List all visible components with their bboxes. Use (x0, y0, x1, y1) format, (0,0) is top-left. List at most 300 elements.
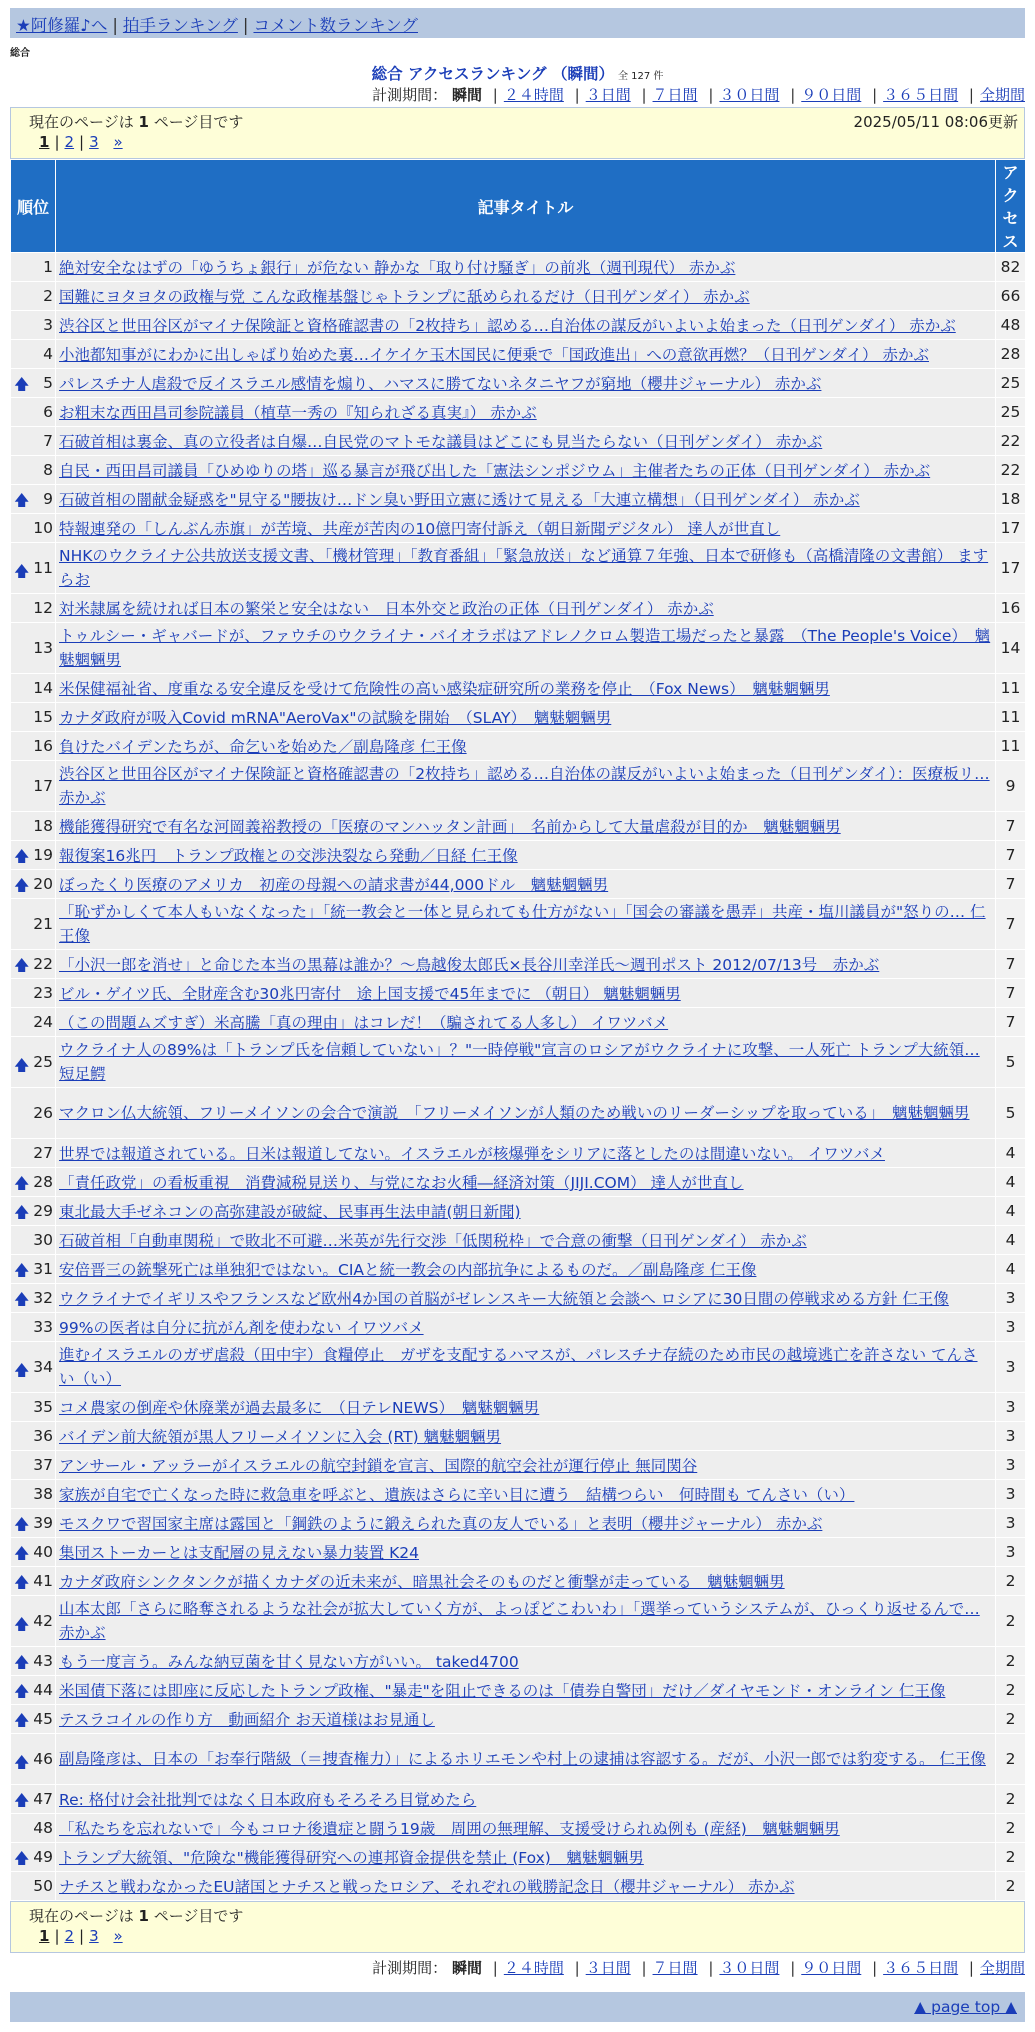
rank-cell (11, 311, 56, 340)
title-cell (56, 899, 996, 950)
table-row (11, 1676, 1026, 1705)
table-row (11, 1393, 1026, 1422)
footer-bar (10, 1992, 1025, 2022)
title-cell (56, 1596, 996, 1647)
table-row (11, 870, 1026, 899)
access-count: 11 (996, 703, 1026, 732)
rank-number: 31 (33, 1260, 53, 1278)
article-title-link[interactable]: 絶対安全なはずの「ゆうちょ銀行」が危ない 静かな「取り付け騒ぎ」の前兆（週刊現代） 赤かぶ (59, 259, 736, 277)
rank-number: 18 (33, 817, 53, 835)
rank-up-arrow-icon: 🡅 (14, 1791, 30, 1809)
access-count: 11 (996, 674, 1026, 703)
access-count: 22 (996, 456, 1026, 485)
article-title-link[interactable]: 集団ストーカーとは支配層の見えない暴力装置 K24 (59, 1544, 420, 1562)
page-link-2[interactable]: 2 (64, 1927, 75, 1945)
title-cell (56, 1814, 996, 1843)
article-title-link[interactable]: 進むイスラエルのガザ虐殺（田中宇）食糧停止 ガザを支配するハマスが、パレスチナ存続のため市民の越境逃亡を許さない てんさい（い） (59, 1346, 978, 1388)
title-cell (56, 485, 996, 514)
table-row (11, 427, 1026, 456)
access-count: 2 (996, 1734, 1026, 1785)
period-link-7d[interactable]: ７日間 (652, 1959, 698, 1977)
ranking-title-line (0, 62, 1035, 84)
period-link-3d[interactable]: ３日間 (585, 1959, 631, 1977)
article-title-link[interactable]: 「小沢一郎を消せ」と命じた本当の黒幕は誰か？～鳥越俊太郎氏×長谷川幸洋氏～週刊ポスト 2012/07/13号 赤かぶ (59, 956, 880, 974)
rank-number: 39 (33, 1514, 53, 1532)
section-label: 総合 (10, 48, 30, 59)
article-title-link[interactable]: 渋谷区と世田谷区がマイナ保険証と資格確認書の「2枚持ち」認める…自治体の謀反がいよいよ始まった（日刊ゲンダイ） 赤かぶ (59, 317, 956, 335)
rank-cell (11, 1567, 56, 1596)
title-cell (56, 253, 996, 282)
rank-cell (11, 253, 56, 282)
article-title-link[interactable]: 「私たちを忘れないで」今もコロナ後遺症と闘う19歳 周囲の無理解、支援受けられぬ例も (産経) 魑魅魍魎男 (59, 1820, 840, 1838)
title-cell (56, 1284, 996, 1313)
access-count: 25 (996, 369, 1026, 398)
rank-number: 4 (43, 345, 53, 363)
access-count: 11 (996, 732, 1026, 761)
access-count: 4 (996, 1226, 1026, 1255)
article-title-link[interactable]: お粗末な西田昌司参院議員（植草一秀の『知られざる真実』） 赤かぶ (59, 404, 537, 422)
rank-number: 46 (33, 1750, 53, 1768)
table-row (11, 1139, 1026, 1168)
page-link-3[interactable]: 3 (89, 133, 99, 151)
article-title-link[interactable]: ぼったくり医療のアメリカ 初産の母親への請求書が44,000ドル 魑魅魍魎男 (59, 876, 609, 894)
rank-number: 50 (33, 1877, 53, 1895)
rank-number: 42 (33, 1612, 53, 1630)
rank-number: 34 (33, 1358, 53, 1376)
rank-number: 9 (43, 490, 53, 508)
rank-cell (11, 456, 56, 485)
article-title-link[interactable]: バイデン前大統領が黒人フリーメイソンに入会 (RT) 魑魅魍魎男 (59, 1428, 502, 1446)
title-cell (56, 311, 996, 340)
article-title-link[interactable]: 対米隷属を続ければ日本の繁栄と安全はない 日本外交と政治の正体（日刊ゲンダイ） 赤かぶ (59, 600, 714, 618)
rank-cell (11, 703, 56, 732)
rank-number: 30 (33, 1231, 53, 1249)
title-cell (56, 950, 996, 979)
article-title-link[interactable]: 自民・西田昌司議員「ひめゆりの塔」巡る暴言が飛び出した「憲法シンポジウム」主催者たちの正体（日刊ゲンダイ） 赤かぶ (59, 462, 931, 480)
title-cell (56, 1509, 996, 1538)
page-next-link[interactable]: » (113, 1927, 123, 1945)
rank-cell (11, 674, 56, 703)
article-title-link[interactable]: 東北最大手ゼネコンの高弥建設が破綻、民事再生法申請(朝日新聞) (59, 1203, 521, 1221)
title-cell (56, 1168, 996, 1197)
access-count: 18 (996, 485, 1026, 514)
access-count: 7 (996, 979, 1026, 1008)
rank-cell (11, 1734, 56, 1785)
table-row (11, 1197, 1026, 1226)
rank-cell (11, 1037, 56, 1088)
rank-number: 20 (33, 875, 53, 893)
current-page-text: 現在のページは 1 ページ目です (29, 113, 244, 131)
period-current: 瞬間 (451, 86, 482, 104)
period-link-24h[interactable]: ２４時間 (503, 1959, 564, 1977)
access-count: 4 (996, 1168, 1026, 1197)
rank-number: 32 (33, 1289, 53, 1307)
rank-cell (11, 623, 56, 674)
title-cell (56, 514, 996, 543)
rank-number: 6 (43, 403, 53, 421)
pager-bottom: 現在のページは 1 ページ目です 1 | 2 | 3 » (10, 1901, 1025, 1953)
rank-number: 7 (43, 432, 53, 450)
period-link-7d[interactable]: ７日間 (652, 86, 698, 104)
rank-number: 27 (33, 1144, 53, 1162)
table-row (11, 456, 1026, 485)
table-row (11, 1596, 1026, 1647)
article-title-link[interactable]: ウクライナ人の89%は「トランプ氏を信頼していない」？"一時停戦"宣言のロシアがウクライナに攻撃、一人死亡 トランプ大統領… 短足鰐 (59, 1041, 980, 1083)
title-cell (56, 282, 996, 311)
rank-number: 17 (33, 777, 53, 795)
article-title-link[interactable]: 99%の医者は自分に抗がん剤を使わない イワツバメ (59, 1319, 424, 1337)
article-title-link[interactable]: トランプ大統領、"危険な"機能獲得研究への連邦資金提供を禁止 (Fox) 魑魅魍魎男 (59, 1849, 644, 1867)
article-title-link[interactable]: カナダ政府が吸入Covid mRNA"AeroVax"の試験を開始 （SLAY） 魑魅魍魎男 (59, 709, 612, 727)
rank-number: 25 (33, 1053, 53, 1071)
access-count: 3 (996, 1509, 1026, 1538)
table-row (11, 1255, 1026, 1284)
article-title-link[interactable]: カナダ政府シンクタンクが描くカナダの近未来が、暗黒社会そのものだと衝撃が走っている 魑魅魍魎男 (59, 1573, 785, 1591)
access-count: 3 (996, 1538, 1026, 1567)
period-link-90d[interactable]: ９０日間 (801, 86, 862, 104)
article-title-link[interactable]: 副島隆彦は、日本の「お奉行階級（＝捜査権力）」によるホリエモンや村上の逮捕は容認する。だが、小沢一郎では豹変する。 仁王像 (59, 1750, 986, 1768)
separator: | (242, 16, 249, 35)
page-link-2[interactable]: 2 (64, 133, 75, 151)
title-cell (56, 1037, 996, 1088)
rank-cell (11, 543, 56, 594)
title-cell (56, 870, 996, 899)
rank-number: 22 (33, 955, 53, 973)
article-title-link[interactable]: コメ農家の倒産や休廃業が過去最多に （日テレNEWS） 魑魅魍魎男 (59, 1399, 540, 1417)
rank-up-arrow-icon: 🡅 (14, 1361, 30, 1379)
article-title-link[interactable]: 小池都知事がにわかに出しゃばり始めた裏…イケイケ玉木国民に便乗で「国政進出」への意欲再燃？（日刊ゲンダイ） 赤かぶ (59, 346, 929, 364)
article-title-link[interactable]: 米国債下落には即座に反応したトランプ政権、"暴走"を阻止できるのは「債券自警団」だけ／ダイヤモンド・オンライン 仁王像 (59, 1682, 946, 1700)
rank-cell (11, 1284, 56, 1313)
article-title-link[interactable]: 機能獲得研究で有名な河岡義裕教授の「医療のマンハッタン計画」 名前からして大量虐殺が目的か 魑魅魍魎男 (59, 818, 841, 836)
rank-cell (11, 1509, 56, 1538)
title-cell (56, 398, 996, 427)
title-cell (56, 1313, 996, 1342)
article-title-link[interactable]: 「責任政党」の看板重視 消費減税見送り、与党になお火種―経済対策（JIJI.COM） 達人が世直し (59, 1174, 744, 1192)
table-row (11, 1785, 1026, 1814)
article-title-link[interactable]: ナチスと戦わなかったEU諸国とナチスと戦ったロシア、それぞれの戦勝記念日（櫻井ジャーナル） 赤かぶ (59, 1878, 795, 1896)
article-title-link[interactable]: 安倍晋三の銃撃死亡は単独犯ではない。CIAと統一教会の内部抗争によるものだ。／副島隆彦 仁王像 (59, 1261, 757, 1279)
article-title-link[interactable]: NHKのウクライナ公共放送支援文書、「機材管理」「教育番組」「緊急放送」など通算７年強、日本で研修も（高橋清隆の文書館） ますらお (59, 547, 989, 589)
ranking-rows (11, 253, 1026, 1901)
table-row (11, 1422, 1026, 1451)
table-row (11, 703, 1026, 732)
access-count: 7 (996, 899, 1026, 950)
rank-number: 36 (33, 1427, 53, 1445)
rank-number: 48 (33, 1819, 53, 1837)
access-count: 25 (996, 398, 1026, 427)
access-count: 2 (996, 1785, 1026, 1814)
access-count: 3 (996, 1342, 1026, 1393)
rank-cell (11, 485, 56, 514)
title-cell (56, 1843, 996, 1872)
title-cell (56, 1393, 996, 1422)
rank-cell (11, 1872, 56, 1901)
title-cell (56, 1226, 996, 1255)
article-title-link[interactable]: ビル・ゲイツ氏、全財産含む30兆円寄付 途上国支援で45年までに （朝日） 魑魅魍魎男 (59, 985, 681, 1003)
rank-up-arrow-icon: 🡅 (14, 1056, 30, 1074)
rank-number: 29 (33, 1202, 53, 1220)
article-title-link[interactable]: 報復案16兆円 トランプ政権との交渉決裂なら発動／日経 仁王像 (59, 847, 518, 865)
rank-cell (11, 1255, 56, 1284)
table-row (11, 761, 1026, 812)
table-row (11, 1705, 1026, 1734)
title-header: 記事タイトル (56, 160, 996, 253)
access-count: 5 (996, 1037, 1026, 1088)
rank-up-arrow-icon: 🡅 (14, 1290, 30, 1308)
rank-number: 13 (33, 639, 53, 657)
article-title-link[interactable]: 石破首相は裏金、真の立役者は自爆…自民党のマトモな議員はどこにも見当たらない（日刊ゲンダイ） 赤かぶ (59, 433, 823, 451)
table-row (11, 398, 1026, 427)
table-row (11, 1509, 1026, 1538)
period-link-30d[interactable]: ３０日間 (719, 86, 780, 104)
article-title-link[interactable]: アンサール・アッラーがイスラエルの航空封鎖を宣言、国際的航空会社が運行停止 無同関谷 (59, 1457, 698, 1475)
rank-cell (11, 1785, 56, 1814)
access-count: 14 (996, 623, 1026, 674)
article-title-link[interactable]: （この問題ムズすぎ）米高騰「真の理由」はコレだ！（騙されてる人多し） イワツバメ (59, 1014, 669, 1032)
home-link[interactable]: ★阿修羅♪へ (16, 16, 108, 35)
title-cell (56, 841, 996, 870)
rank-cell (11, 427, 56, 456)
rank-up-arrow-icon: 🡅 (14, 1849, 30, 1867)
title-cell (56, 1088, 996, 1139)
access-count: 22 (996, 427, 1026, 456)
article-title-link[interactable]: 世界では報道されている。日米は報道してない。イスラエルが核爆弾をシリアに落としたのは間違いない。 イワツバメ (59, 1145, 885, 1163)
title-cell (56, 1538, 996, 1567)
rank-up-arrow-icon: 🡅 (14, 1174, 30, 1192)
rank-number: 3 (43, 316, 53, 334)
rank-number: 44 (33, 1681, 53, 1699)
rank-number: 33 (33, 1318, 53, 1336)
table-row (11, 1480, 1026, 1509)
title-cell (56, 1872, 996, 1901)
title-cell (56, 1197, 996, 1226)
rank-cell (11, 1596, 56, 1647)
access-count: 28 (996, 340, 1026, 369)
rank-cell (11, 761, 56, 812)
rank-cell (11, 1843, 56, 1872)
table-row (11, 340, 1026, 369)
table-row (11, 1843, 1026, 1872)
rank-number: 45 (33, 1710, 53, 1728)
article-title-link[interactable]: 特報連発の「しんぶん赤旗」が苦境、共産が苦肉の10億円寄付訴え（朝日新聞デジタル） 達人が世直し (59, 520, 781, 538)
rank-cell (11, 340, 56, 369)
article-title-link[interactable]: モスクワで習国家主席は露国と「鋼鉄のように鍛えられた真の友人でいる」と表明（櫻井ジャーナル） 赤かぶ (59, 1515, 823, 1533)
access-header: アクセス (996, 160, 1026, 253)
access-count: 7 (996, 812, 1026, 841)
rank-cell (11, 950, 56, 979)
table-row (11, 899, 1026, 950)
table-row (11, 543, 1026, 594)
page-current: 1 (39, 133, 50, 151)
rank-cell (11, 1480, 56, 1509)
table-row (11, 1538, 1026, 1567)
access-count: 3 (996, 1313, 1026, 1342)
rank-cell (11, 1088, 56, 1139)
title-cell (56, 1647, 996, 1676)
article-title-link[interactable]: 国難にヨタヨタの政権与党 こんな政権基盤じゃトランプに舐められるだけ（日刊ゲンダイ） 赤かぶ (59, 288, 750, 306)
period-link-90d[interactable]: ９０日間 (801, 1959, 862, 1977)
rank-number: 8 (43, 461, 53, 479)
period-link-30d[interactable]: ３０日間 (719, 1959, 780, 1977)
article-title-link[interactable]: 山本太郎「さらに略奪されるような社会が拡大していく方が、よっぽどこわいわ」「選挙っていうシステムが、ひっくり返せるんで… 赤かぶ (59, 1600, 980, 1642)
access-count: 17 (996, 543, 1026, 594)
access-count: 17 (996, 514, 1026, 543)
rank-cell (11, 1676, 56, 1705)
article-title-link[interactable]: 負けたバイデンたちが、命乞いを始めた／副島隆彦 仁王像 (59, 738, 467, 756)
article-title-link[interactable]: マクロン仏大統領、フリーメイソンの会合で演説 「フリーメイソンが人類のため戦いのリーダーシップを取っている」 魑魅魍魎男 (59, 1104, 970, 1122)
period-label: 計測期間： (372, 86, 448, 104)
table-row (11, 1647, 1026, 1676)
access-count: 4 (996, 1139, 1026, 1168)
article-title-link[interactable]: もう一度言う。みんな納豆菌を甘く見ない方がいい。 taked4700 (59, 1653, 519, 1671)
table-row (11, 1088, 1026, 1139)
rank-cell (11, 841, 56, 870)
article-title-link[interactable]: 渋谷区と世田谷区がマイナ保険証と資格確認書の「2枚持ち」認める…自治体の謀反がいよいよ始まった（日刊ゲンダイ）：医療板リ… 赤かぶ (59, 765, 990, 807)
page-next-link[interactable]: » (113, 133, 123, 151)
rank-number: 40 (33, 1543, 53, 1561)
table-row (11, 282, 1026, 311)
rank-cell (11, 1342, 56, 1393)
period-current: 瞬間 (451, 1959, 482, 1977)
access-count: 2 (996, 1872, 1026, 1901)
table-row (11, 485, 1026, 514)
access-count: 7 (996, 870, 1026, 899)
rank-cell (11, 732, 56, 761)
access-count: 9 (996, 761, 1026, 812)
title-cell (56, 594, 996, 623)
rank-up-arrow-icon: 🡅 (14, 375, 30, 393)
article-title-link[interactable]: パレスチナ人虐殺で反イスラエル感情を煽り、ハマスに勝てないネタニヤフが窮地（櫻井ジャーナル） 赤かぶ (59, 375, 822, 393)
rank-number: 15 (33, 708, 53, 726)
rank-up-arrow-icon: 🡅 (14, 562, 30, 580)
rank-cell (11, 1313, 56, 1342)
period-link-365d[interactable]: ３６５日間 (883, 1959, 959, 1977)
table-row (11, 1008, 1026, 1037)
rank-cell (11, 1451, 56, 1480)
rank-number: 21 (33, 915, 53, 933)
table-row (11, 1226, 1026, 1255)
table-row (11, 1451, 1026, 1480)
table-row (11, 950, 1026, 979)
access-count: 4 (996, 1255, 1026, 1284)
access-count: 7 (996, 950, 1026, 979)
rank-up-arrow-icon: 🡅 (14, 956, 30, 974)
access-count: 48 (996, 311, 1026, 340)
comment-ranking-link[interactable]: コメント数ランキング (253, 16, 418, 35)
article-title-link[interactable]: 石破首相の闇献金疑惑を"見守る"腰抜け…ドン臭い野田立憲に透けて見える「大連立構想」（日刊ゲンダイ） 赤かぶ (59, 491, 860, 509)
title-cell (56, 674, 996, 703)
rank-cell (11, 1197, 56, 1226)
table-row (11, 1734, 1026, 1785)
article-title-link[interactable]: テスラコイルの作り方 動画紹介 お天道様はお見通し (59, 1711, 435, 1729)
table-row (11, 812, 1026, 841)
rank-up-arrow-icon: 🡅 (14, 1615, 30, 1633)
rank-up-arrow-icon: 🡅 (14, 1261, 30, 1279)
period-label: 計測期間： (372, 1959, 448, 1977)
period-link-24h[interactable]: ２４時間 (503, 86, 564, 104)
rank-cell (11, 1705, 56, 1734)
article-title-link[interactable]: Re: 格付け会社批判ではなく日本政府もそろそろ目覚めたら (59, 1791, 477, 1809)
rank-cell (11, 1139, 56, 1168)
table-row (11, 841, 1026, 870)
access-count: 2 (996, 1596, 1026, 1647)
article-title-link[interactable]: ウクライナでイギリスやフランスなど欧州4か国の首脳がゼレンスキー大統領と会談へ ロシアに30日間の停戦求める方針 仁王像 (59, 1290, 949, 1308)
page-current: 1 (39, 1927, 50, 1945)
period-link-all[interactable]: 全期間 (979, 1959, 1025, 1977)
rank-number: 12 (33, 599, 53, 617)
rank-number: 23 (33, 984, 53, 1002)
rank-cell (11, 1647, 56, 1676)
title-cell (56, 1139, 996, 1168)
rank-up-arrow-icon: 🡅 (14, 847, 30, 865)
rank-cell (11, 899, 56, 950)
access-count: 3 (996, 1422, 1026, 1451)
clap-ranking-link[interactable]: 拍手ランキング (122, 16, 238, 35)
table-row (11, 623, 1026, 674)
rank-cell (11, 1226, 56, 1255)
title-cell (56, 1734, 996, 1785)
rank-cell (11, 812, 56, 841)
access-count: 2 (996, 1676, 1026, 1705)
rank-cell (11, 398, 56, 427)
access-count: 82 (996, 253, 1026, 282)
rank-up-arrow-icon: 🡅 (14, 1753, 30, 1771)
title-cell (56, 1342, 996, 1393)
access-count: 5 (996, 1088, 1026, 1139)
rank-up-arrow-icon: 🡅 (14, 1515, 30, 1533)
article-title-link[interactable]: 石破首相「自動車関税」で敗北不可避…米英が先行交渉「低関税枠」で合意の衝撃（日刊ゲンダイ） 赤かぶ (59, 1232, 807, 1250)
rank-number: 26 (33, 1104, 53, 1122)
rank-cell (11, 594, 56, 623)
rank-up-arrow-icon: 🡅 (14, 1682, 30, 1700)
title-cell (56, 427, 996, 456)
rank-up-arrow-icon: 🡅 (14, 876, 30, 894)
table-row (11, 1037, 1026, 1088)
period-link-365d[interactable]: ３６５日間 (883, 86, 959, 104)
page-link-3[interactable]: 3 (89, 1927, 99, 1945)
page-top-link[interactable]: ▲ page top ▲ (914, 1998, 1017, 2016)
period-link-3d[interactable]: ３日間 (585, 86, 631, 104)
table-row (11, 1567, 1026, 1596)
rank-number: 43 (33, 1652, 53, 1670)
table-row (11, 732, 1026, 761)
article-title-link[interactable]: 家族が自宅で亡くなった時に救急車を呼ぶと、遺族はさらに辛い目に遭う 結構つらい 何時間も てんさい（い） (59, 1486, 855, 1504)
period-link-all[interactable]: 全期間 (979, 86, 1025, 104)
access-count: 66 (996, 282, 1026, 311)
access-count: 7 (996, 1008, 1026, 1037)
rank-number: 14 (33, 679, 53, 697)
table-row (11, 1284, 1026, 1313)
article-title-link[interactable]: 「恥ずかしくて本人もいなくなった」「統一教会と一体と見られても仕方がない」「国会の審議を愚弄」共産・塩川議員が"怒りの… 仁王像 (59, 903, 986, 945)
title-cell (56, 340, 996, 369)
table-row (11, 369, 1026, 398)
period-selector-bottom: 計測期間： 瞬間 | ２４時間 | ３日間 | ７日間 | ３０日間 | ９０日間 | ３６５日間 | 全期間 (372, 1959, 1025, 1977)
access-count: 2 (996, 1843, 1026, 1872)
pager-top: 現在のページは 1 ページ目です 2025/05/11 08:06更新 1 | 2 | 3 » (10, 107, 1025, 159)
article-title-link[interactable]: 米保健福祉省、度重なる安全違反を受けて危険性の高い感染症研究所の業務を停止 （Fox News） 魑魅魍魎男 (59, 680, 830, 698)
access-count: 16 (996, 594, 1026, 623)
rank-number: 1 (43, 258, 53, 276)
article-title-link[interactable]: トゥルシー・ギャバードが、ファウチのウクライナ・バイオラボはアドレノクロム製造工場だったと暴露 （The People's Voice） 魑魅魍魎男 (59, 627, 991, 669)
updated-timestamp: 2025/05/11 08:06更新 (853, 113, 1018, 131)
table-row (11, 1313, 1026, 1342)
access-count: 3 (996, 1451, 1026, 1480)
rank-cell (11, 282, 56, 311)
table-row (11, 979, 1026, 1008)
title-cell (56, 979, 996, 1008)
title-cell (56, 761, 996, 812)
